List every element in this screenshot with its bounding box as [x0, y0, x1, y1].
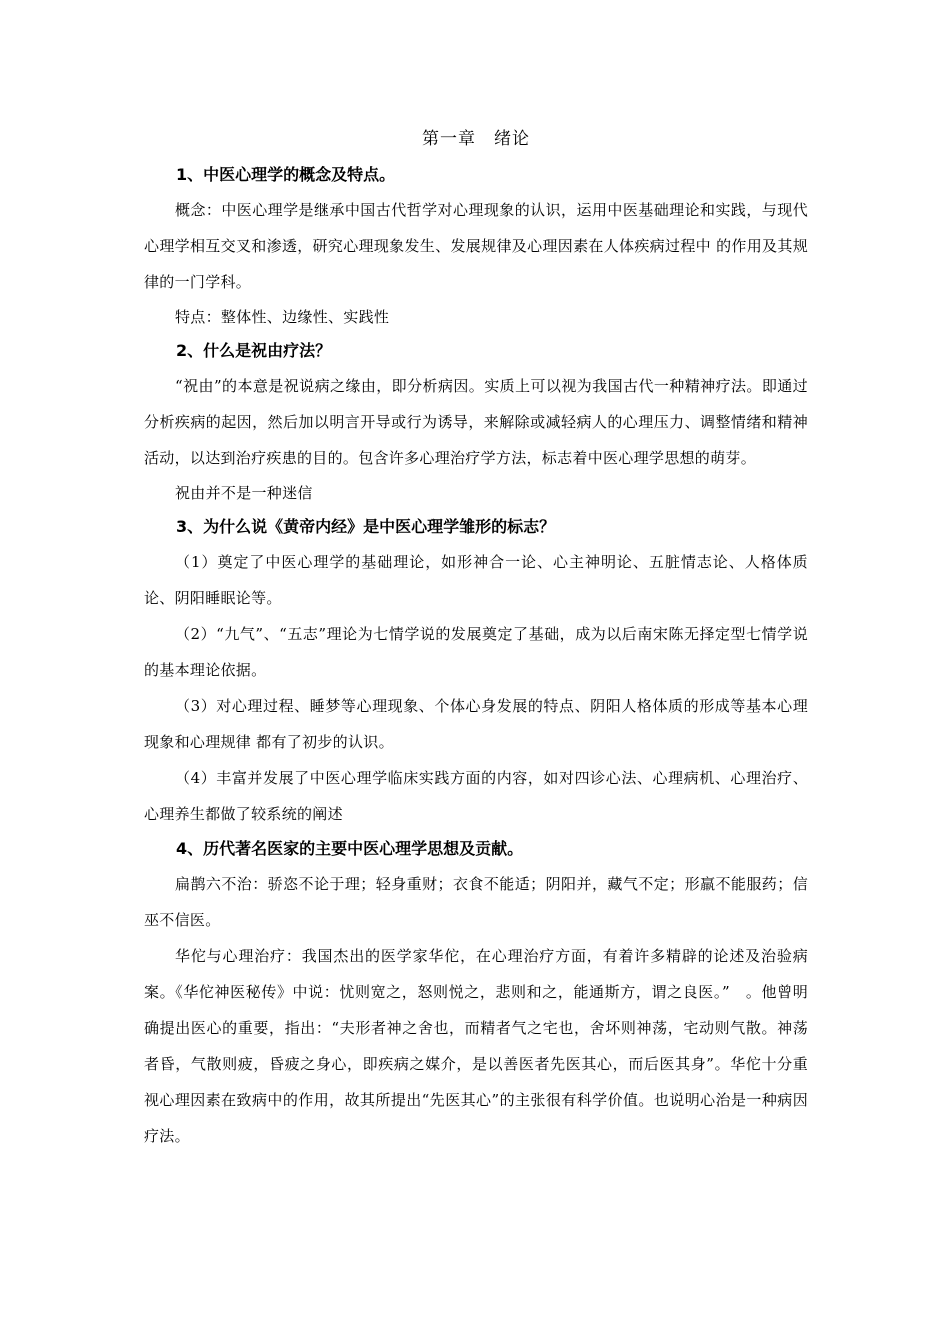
section-2 — [144, 334, 808, 510]
section-1 — [144, 158, 808, 334]
paragraph: 华佗与心理治疗：我国杰出的医学家华佗，在心理治疗方面，有着许多精辟的论述及治验病案。《华佗神医秘传》中说：忧则宽之，怒则悦之，悲则和之，能通斯方，谓之良医。” 。他曾明确提出医心的重要，指出：“夫形者神之舍也，而精者气之宅也，舍坏则神荡，宅动则气散。神荡者昏，气散则疲，昏疲之身心，即疾病之媒介，是以善医者先医其心，而后医其身”。华佗十分重视心理因素在致病中的作用，故其所提出“先医其心”的主张很有科学价值。也说明心治是一种病因疗法。 — [144, 947, 808, 1145]
section-heading: 4、历代著名医家的主要中医心理学思想及贡献。 — [176, 839, 524, 858]
paragraph: 概念：中医心理学是继承中国古代哲学对心理现象的认识，运用中医基础理论和实践，与现代心理学相互交叉和渗透，研究心理现象发生、发展规律及心理因素在人体疾病过程中 的作用及其规律的一门学科。 — [144, 201, 808, 291]
paragraph: 扁鹊六不治：骄恣不论于理；轻身重财；衣食不能适；阴阳并，藏气不定；形羸不能服药；信巫不信医。 — [144, 875, 808, 929]
section-heading: 1、中医心理学的概念及特点。 — [176, 165, 396, 184]
paragraph: 祝由并不是一种迷信 — [175, 484, 313, 502]
section-heading: 2、什么是祝由疗法？ — [176, 341, 332, 360]
paragraph: （4）丰富并发展了中医心理学临床实践方面的内容，如对四诊心法、心理病机、心理治疗、心理养生都做了较系统的阐述 — [144, 769, 808, 823]
paragraph: 特点：整体性、边缘性、实践性 — [175, 308, 390, 326]
paragraph: “祝由”的本意是祝说病之缘由，即分析病因。实质上可以视为我国古代一种精神疗法。即通过分析疾病的起因，然后加以明言开导或行为诱导，来解除或减轻病人的心理压力、调整情绪和精神活动，以达到治疗疾患的目的。包含许多心理治疗学方法，标志着中医心理学思想的萌芽。 — [144, 377, 808, 467]
paragraph: （3）对心理过程、睡梦等心理现象、个体心身发展的特点、阴阳人格体质的形成等基本心理现象和心理规律 都有了初步的认识。 — [144, 697, 808, 751]
section-heading: 3、为什么说《黄帝内经》是中医心理学雏形的标志？ — [176, 517, 556, 536]
document-page — [144, 124, 808, 1154]
chapter-title: 第一章 绪论 — [422, 129, 530, 149]
paragraph: （2）“九气”、“五志”理论为七情学说的发展奠定了基础，成为以后南宋陈无择定型七情学说的基本理论依据。 — [144, 625, 808, 679]
section-3 — [144, 510, 808, 832]
paragraph: （1）奠定了中医心理学的基础理论，如形神合一论、心主神明论、五脏情志论、人格体质论、阴阳睡眠论等。 — [144, 553, 808, 607]
section-4 — [144, 832, 808, 1154]
